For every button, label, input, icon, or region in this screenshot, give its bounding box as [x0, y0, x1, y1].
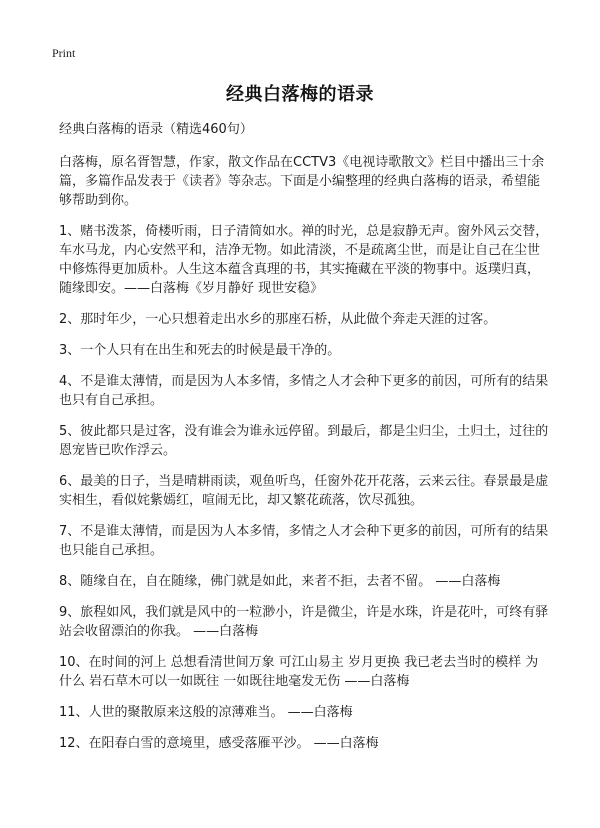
article-body: [59, 120, 549, 765]
quote-item: 7、不是谁太薄情，而是因为人本多情，多情之人才会种下更多的前因，可所有的结果也只能自己承担。: [59, 524, 549, 558]
print-link[interactable]: Print: [52, 46, 76, 60]
quote-item: 10、在时间的河上 总想看清世间万象 可江山易主 岁月更换 我已老去当时的模样 为什么 岩石草木可以一如既往 一如既往地毫发无伤 ——白落梅: [59, 655, 539, 689]
subtitle: 经典白落梅的语录（精选460句）: [59, 122, 253, 137]
quote-item: 2、那时年少，一心只想着走出水乡的那座石桥，从此做个奔走天涯的过客。: [59, 312, 497, 327]
intro-paragraph: 白落梅，原名胥智慧，作家，散文作品在CCTV3《电视诗歌散文》栏目中播出三十余篇，多篇作品发表于《读者》等杂志。下面是小编整理的经典白落梅的语录，希望能够帮助到你。: [59, 155, 545, 208]
quote-item: 12、在阳春白雪的意境里，感受落雁平沙。 ——白落梅: [59, 736, 379, 751]
quote-item: 9、旅程如风，我们就是风中的一粒渺小，许是微尘，许是水珠，许是花叶，可终有驿站会收留漂泊的你我。 ——白落梅: [59, 605, 549, 639]
page-title: 经典白落梅的语录: [226, 84, 374, 105]
quote-item: 11、人世的聚散原来这般的凉薄难当。 ——白落梅: [59, 705, 353, 720]
quote-item: 4、不是谁太薄情，而是因为人本多情，多情之人才会种下更多的前因，可所有的结果也只有自己承担。: [59, 374, 549, 408]
quote-item: 5、彼此都只是过客，没有谁会为谁永远停留。到最后，都是尘归尘，土归土，过往的恩宠皆已吹作浮云。: [59, 424, 549, 458]
quote-item: 3、一个人只有在出生和死去的时候是最干净的。: [59, 343, 341, 358]
quote-item: 8、随缘自在，自在随缘，佛门就是如此，来者不拒，去者不留。 ——白落梅: [59, 574, 501, 589]
quote-item: 1、赌书泼茶，倚楼听雨，日子清简如水。禅的时光，总是寂静无声。窗外风云交替，车水马龙，内心安然平和，洁净无物。如此清淡，不是疏离尘世，而是让自己在尘世中修炼得更加质朴。人生这本蕴含真理的书，其实掩藏在平淡的物事中。返璞归真，随缘即安。——白落梅《岁月静好 现世安稳》: [59, 224, 549, 296]
quote-item: 6、最美的日子，当是晴耕雨读，观鱼听鸟，任窗外花开花落，云来云往。春景最是虚实相生，看似姹紫嫣红，喧闹无比，却又繁花疏落，饮尽孤独。: [59, 474, 549, 508]
